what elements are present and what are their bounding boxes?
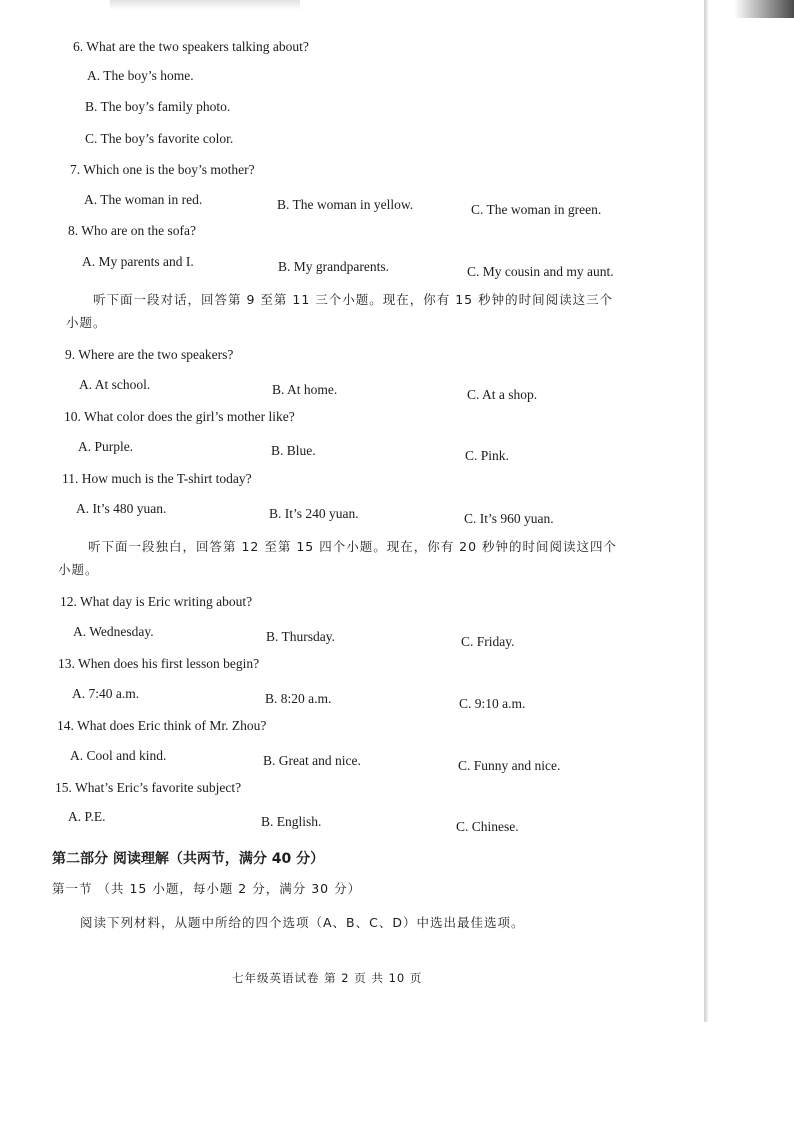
question-6-stem: 6. What are the two speakers talking about? xyxy=(73,39,309,54)
question-15-option-a: A. P.E. xyxy=(68,809,106,824)
question-8-stem: 8. Who are on the sofa? xyxy=(68,223,196,238)
question-6-option-b: B. The boy’s family photo. xyxy=(85,99,231,114)
question-9-stem: 9. Where are the two speakers? xyxy=(65,347,234,362)
part-2-heading: 第二部分 阅读理解（共两节，满分 40 分） xyxy=(52,851,325,867)
question-7-option-b: B. The woman in yellow. xyxy=(277,197,414,212)
question-12-stem: 12. What day is Eric writing about? xyxy=(60,594,253,609)
question-11-option-c: C. It’s 960 yuan. xyxy=(464,511,554,526)
question-15-stem: 15. What’s Eric’s favorite subject? xyxy=(55,780,242,795)
question-10-stem: 10. What color does the girl’s mother like? xyxy=(64,409,295,424)
question-9-option-b: B. At home. xyxy=(272,382,338,397)
scan-top-smudge xyxy=(110,0,300,10)
question-11-stem: 11. How much is the T-shirt today? xyxy=(62,471,252,486)
question-7-option-a: A. The woman in red. xyxy=(84,192,203,207)
question-12-option-b: B. Thursday. xyxy=(266,629,335,644)
question-10-option-a: A. Purple. xyxy=(78,439,134,454)
scan-page-edge xyxy=(704,0,708,1022)
question-13-stem: 13. When does his first lesson begin? xyxy=(58,656,260,671)
question-13-option-c: C. 9:10 a.m. xyxy=(459,696,526,711)
question-11-option-b: B. It’s 240 yuan. xyxy=(269,506,359,521)
question-14-option-a: A. Cool and kind. xyxy=(70,748,167,763)
monologue-instruction-line2: 小题。 xyxy=(58,562,99,577)
question-8-option-b: B. My grandparents. xyxy=(278,259,389,274)
question-7-stem: 7. Which one is the boy’s mother? xyxy=(70,162,255,177)
question-12-option-c: C. Friday. xyxy=(461,634,515,649)
dialogue-instruction-line2: 小题。 xyxy=(66,315,107,330)
question-10-option-b: B. Blue. xyxy=(271,443,316,458)
question-9-option-a: A. At school. xyxy=(79,377,151,392)
question-13-option-a: A. 7:40 a.m. xyxy=(72,686,140,701)
question-6-option-c: C. The boy’s favorite color. xyxy=(85,131,234,146)
question-11-option-a: A. It’s 480 yuan. xyxy=(76,501,167,516)
question-10-option-c: C. Pink. xyxy=(465,448,509,463)
question-9-option-c: C. At a shop. xyxy=(467,387,538,402)
dialogue-instruction-line1: 听下面一段对话，回答第 9 至第 11 三个小题。现在，你有 15 秒钟的时间阅读这三个 xyxy=(93,292,614,307)
question-15-option-b: B. English. xyxy=(261,814,322,829)
reading-directions: 阅读下列材料，从题中所给的四个选项（A、B、C、D）中选出最佳选项。 xyxy=(80,915,525,930)
question-14-stem: 14. What does Eric think of Mr. Zhou? xyxy=(57,718,267,733)
question-14-option-c: C. Funny and nice. xyxy=(458,758,561,773)
scan-corner-shadow xyxy=(734,0,794,18)
question-14-option-b: B. Great and nice. xyxy=(263,753,361,768)
question-8-option-c: C. My cousin and my aunt. xyxy=(467,264,614,279)
monologue-instruction-line1: 听下面一段独白，回答第 12 至第 15 四个小题。现在，你有 20 秒钟的时间阅读这四个 xyxy=(88,539,618,554)
question-8-option-a: A. My parents and I. xyxy=(82,254,194,269)
question-15-option-c: C. Chinese. xyxy=(456,819,519,834)
page-footer: 七年级英语试卷 第 2 页 共 10 页 xyxy=(232,971,423,985)
section-1-heading: 第一节 （共 15 小题，每小题 2 分，满分 30 分） xyxy=(52,881,362,896)
question-7-option-c: C. The woman in green. xyxy=(471,202,602,217)
question-13-option-b: B. 8:20 a.m. xyxy=(265,691,332,706)
question-12-option-a: A. Wednesday. xyxy=(73,624,154,639)
question-6-option-a: A. The boy’s home. xyxy=(87,68,194,83)
